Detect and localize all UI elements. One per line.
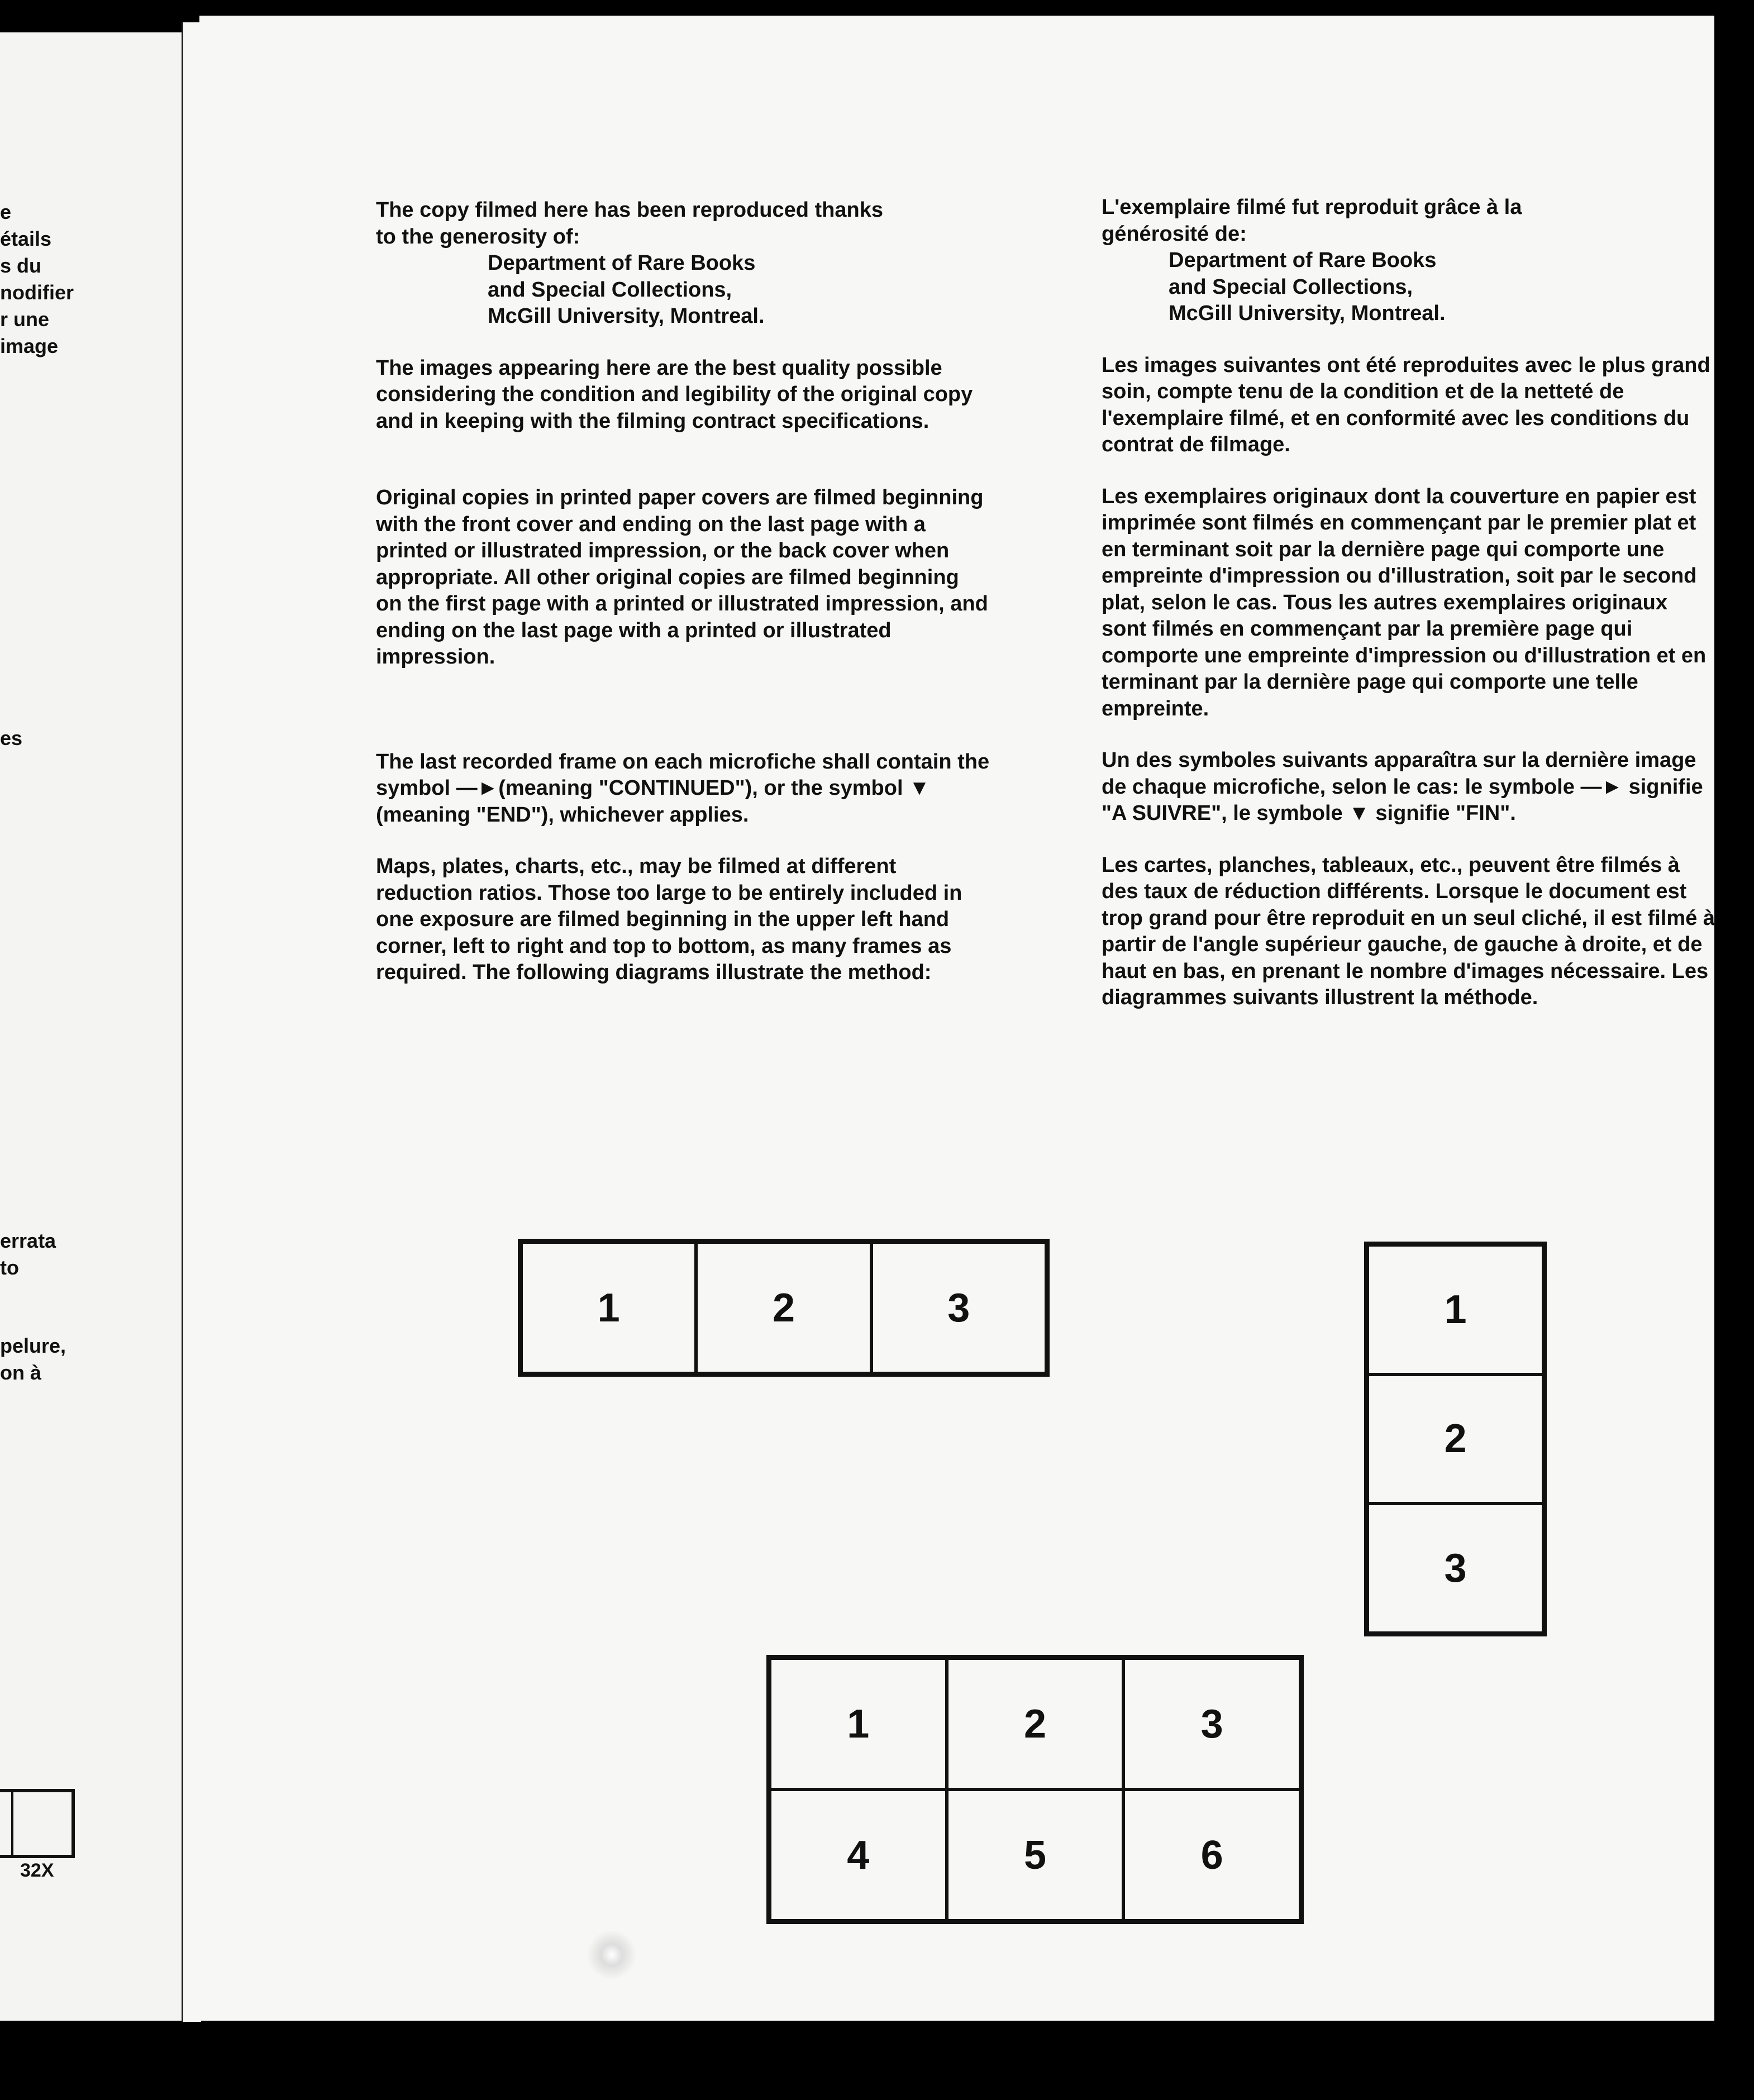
- en-symbol-text: (meaning "END"), whichever applies.: [376, 803, 749, 827]
- frame-cell: 1: [1367, 1245, 1543, 1374]
- arrow-icon: —►: [1580, 775, 1623, 799]
- gauge-label: 32X: [20, 1860, 54, 1881]
- fr-intro-line: L'exemplaire filmé fut reproduit grâce à la: [1102, 195, 1522, 219]
- frame-cell: 2: [947, 1658, 1124, 1789]
- fragment-line: to: [0, 1256, 19, 1279]
- left-page-fragment: [0, 32, 182, 2021]
- triangle-icon: ▼: [909, 776, 930, 800]
- diagram-grid-six: [766, 1655, 1304, 1924]
- frame-cell: 3: [871, 1242, 1046, 1373]
- frame-cell: 6: [1123, 1789, 1300, 1921]
- fr-symbol-text: signifie "FIN".: [1369, 801, 1516, 825]
- fragment-line: étails: [0, 227, 52, 250]
- en-covers-paragraph: Original copies in printed paper covers are filmed beginning with the front cover and ending on the last page with a printed or illustrated impression, or the back cover when appropriate. All other original copies are filmed beginning on the first page with a printed or illustrated impression, and ending on the last page with a printed or illustrated impression.: [376, 486, 988, 669]
- frame-cell: 2: [1367, 1374, 1543, 1504]
- fr-maps-paragraph: Les cartes, planches, tableaux, etc., peuvent être filmés à des taux de réduction différents. Lorsque le document est trop grand pour être reproduit en un seul cliché, il est filmé à partir de l'angle supérieur gauche, de gauche à droite, et de haut en bas, en prenant le nombre d'images nécessaire. Les diagrammes suivants illustrent la méthode.: [1102, 853, 1715, 1009]
- fr-institution-line: Department of Rare Books: [1169, 249, 1437, 272]
- diagram-row-three: [518, 1239, 1050, 1377]
- fragment-line: image: [0, 335, 59, 357]
- french-column: [1102, 194, 1716, 1011]
- fr-institution-line: McGill University, Montreal.: [1169, 302, 1446, 325]
- en-institution-line: and Special Collections,: [488, 278, 732, 302]
- en-intro-line: The copy filmed here has been reproduced thanks: [376, 198, 884, 222]
- frame-cell: 2: [696, 1242, 871, 1373]
- en-symbol-paragraph: [376, 749, 990, 829]
- frame-cell: 3: [1123, 1658, 1300, 1789]
- en-maps-paragraph: Maps, plates, charts, etc., may be filmed at different reduction ratios. Those too large to be entirely included in one exposure are filmed beginning in the upper left hand corner, left to right and top to bottom, as many frames as required. The following diagrams illustrate the method:: [376, 855, 962, 984]
- fragment-line: e: [0, 201, 12, 223]
- frame-cell: 1: [521, 1242, 696, 1373]
- fr-intro-line: générosité de:: [1102, 222, 1247, 246]
- fr-symbol-text: signifie "A SUIVRE", le symbole: [1102, 775, 1703, 825]
- en-intro-line: to the generosity of:: [376, 225, 580, 249]
- fragment-line: nodifier: [0, 281, 74, 304]
- triangle-icon: ▼: [1348, 801, 1370, 825]
- fr-symbol-text: Un des symboles suivants apparaîtra sur la dernière image de chaque microfiche, selon le cas: le symbole: [1102, 748, 1696, 799]
- english-column: [376, 197, 990, 986]
- fragment-line: on à: [0, 1361, 42, 1384]
- light-flare: [587, 1930, 637, 1980]
- frame-cell: 3: [1367, 1504, 1543, 1633]
- en-quality-paragraph: The images appearing here are the best quality possible considering the condition and legibility of the original copy and in keeping with the filming contract specifications.: [376, 356, 973, 433]
- fragment-line: s du: [0, 254, 42, 277]
- fragment-line: pelure,: [0, 1334, 66, 1357]
- en-institution-line: McGill University, Montreal.: [488, 304, 765, 328]
- fragment-line: errata: [0, 1229, 56, 1252]
- page-fold: [182, 22, 201, 2022]
- en-symbol-text: The last recorded frame on each microfiche shall contain the symbol: [376, 750, 990, 800]
- en-symbol-text: (meaning "CONTINUED"), or the symbol: [498, 776, 909, 800]
- diagram-column-three: [1364, 1242, 1547, 1636]
- fragment-line: es: [0, 727, 23, 750]
- fr-covers-paragraph: Les exemplaires originaux dont la couverture en papier est imprimée sont filmés en commençant par le premier plat et en terminant soit par la dernière page qui comporte une empreinte d'impression ou d'illustration, soit par le second plat, selon le cas. Tous les autres exemplaires originaux sont filmés en commençant par la première page qui comporte une empreinte d'impression ou d'illustration et en terminant par la dernière page qui comporte une telle empreinte.: [1102, 484, 1707, 720]
- fr-institution-line: and Special Collections,: [1169, 275, 1413, 299]
- arrow-icon: —►: [456, 776, 499, 800]
- frame-cell: 1: [770, 1658, 947, 1789]
- frame-cell: 5: [947, 1789, 1124, 1921]
- fr-symbol-paragraph: [1102, 747, 1716, 827]
- gauge-divider: [11, 1792, 13, 1855]
- fragment-line: r une: [0, 308, 50, 331]
- main-page: [199, 16, 1714, 2021]
- fr-quality-paragraph: Les images suivantes ont été reproduites avec le plus grand soin, compte tenu de la condition et de la netteté de l'exemplaire filmé, et en conformité avec les conditions du contrat de filmage.: [1102, 353, 1710, 456]
- en-institution-line: Department of Rare Books: [488, 251, 756, 275]
- resolution-gauge: [0, 1789, 75, 1858]
- frame-cell: 4: [770, 1789, 947, 1921]
